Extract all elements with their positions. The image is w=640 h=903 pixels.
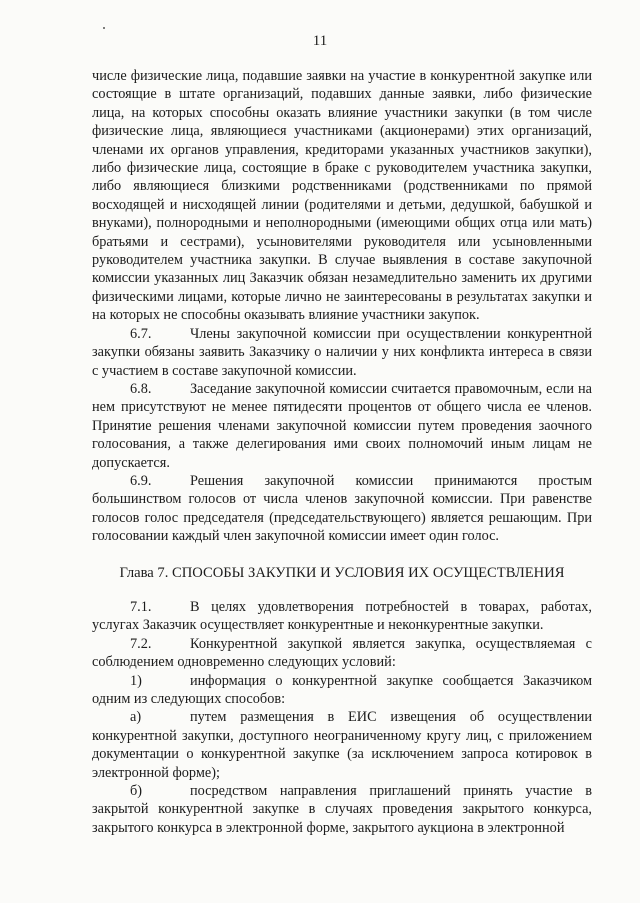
clause-text: Члены закупочной комиссии при осуществлении конкурентной закупки обязаны заявить Заказчику о наличии у них конфликта интереса в связи с участием в составе закупочной комиссии. — [92, 325, 592, 379]
subclause-a — [92, 708, 592, 782]
clause-7-2 — [92, 635, 592, 672]
page-number: 11 — [312, 33, 328, 49]
clause-text: В целях удовлетворения потребностей в товарах, работах, услугах Заказчик осуществляет конкурентные и неконкурентные закупки. — [92, 598, 592, 634]
clause-6-7 — [92, 325, 592, 380]
chapter-heading: Глава 7. СПОСОБЫ ЗАКУПКИ И УСЛОВИЯ ИХ ОСУЩЕСТВЛЕНИЯ — [119, 564, 565, 581]
clause-text: информация о конкурентной закупке сообщается Заказчиком одним из следующих способов: — [92, 672, 592, 707]
clause-number: 6.7. — [130, 325, 152, 342]
document-body — [92, 67, 592, 837]
clause-text: Заседание закупочной комиссии считается правомочным, если на нем присутствуют не менее пятидесяти процентов от общего числа ее членов. Принятие решения членами закупочной комиссии путем проведения заочного голосования, а также делегирования ими своих полномочий иным лицам не допускается. — [92, 380, 592, 471]
clause-number: 7.1. — [130, 598, 152, 615]
clause-text: Конкурентной закупкой является закупка, осуществляемая с соблюдением одновременно следующих условий: — [92, 635, 592, 671]
clause-number: а) — [130, 709, 142, 726]
clause-6-9 — [92, 472, 592, 546]
clause-number: 7.2. — [130, 635, 152, 652]
subclause-b — [92, 782, 592, 837]
clause-6-8 — [92, 380, 592, 472]
continuation-paragraph: числе физические лица, подавшие заявки на участие в конкурентной закупке или состоящие в штате организаций, подавших данные заявки, либо физические лица, на которых способны оказать влияние участники закупки (в том числе физические лица, являющиеся участниками (акционерами) этих организаций, членами их органов управления, кредиторами указанных участников закупки), либо физические лица, состоящие в браке с руководителем участника закупки, либо являющиеся близкими родственниками (родственниками по прямой восходящей и нисходящей линии (родителями и детьми, дедушкой, бабушкой и внуками), полнородными и неполнородными (имеющими общих отца или мать) братьями и сестрами), усыновителями руководителя или усыновленными руководителем участника закупки. В случае выявления в составе закупочной комиссии указанных лиц Заказчик обязан незамедлительно заменить их другими физическими лицами, которые лично не заинтересованы в результатах закупки и на которых не способны оказывать влияние участники закупок. — [92, 68, 592, 324]
clause-text: посредством направления приглашений принять участие в закрытой конкурентной закупке в случаях проведения закрытого конкурса, закрытого конкурса в электронной форме, закрытого аукциона в электронной — [92, 783, 592, 836]
clause-number: 6.8. — [130, 380, 152, 397]
clause-text: Решения закупочной комиссии принимаются простым большинством голосов от числа членов закупочной комиссии. При равенстве голосов голос председателя (председательствующего) является решающим. При голосовании каждый член закупочной комиссии имеет один голос. — [92, 472, 592, 545]
subclause-1 — [92, 672, 592, 709]
clause-number: б) — [130, 783, 143, 800]
scan-speck — [103, 27, 105, 29]
clause-number: 6.9. — [130, 472, 152, 489]
clause-7-1 — [92, 598, 592, 635]
clause-number: 1) — [130, 672, 142, 689]
clause-text: путем размещения в ЕИС извещения об осуществлении конкурентной закупки, доступного неограниченному кругу лиц, с приложением документации о конкурентной закупке (за исключением запроса котировок в электронной форме); — [92, 709, 592, 781]
